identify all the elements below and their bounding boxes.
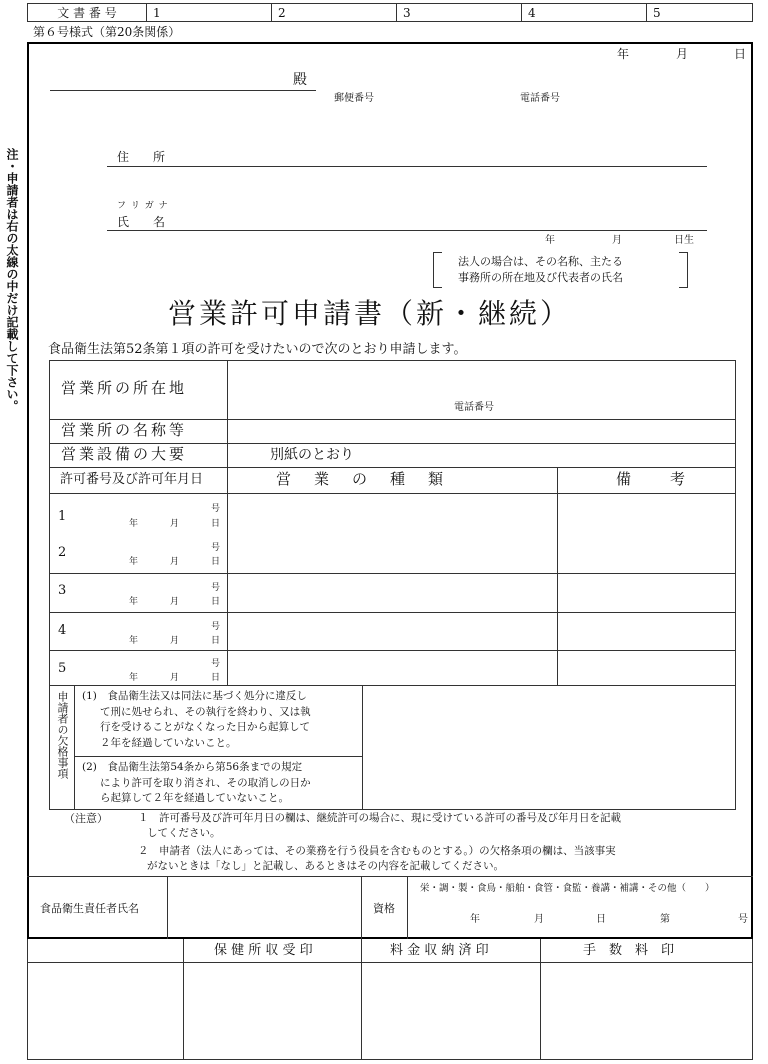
- table-rule: [362, 685, 363, 810]
- disq-line: により許可を取り消され、その取消しの日か: [100, 776, 311, 789]
- corp-note-2: 事務所の所在地及び代表者の氏名: [458, 271, 623, 284]
- qual-month: 月: [534, 914, 544, 925]
- docnum-label: 文 書 番 号: [28, 4, 147, 22]
- permit-row-3[interactable]: [49, 573, 229, 612]
- qual-gou: 号: [738, 914, 748, 925]
- notes-label: （注意）: [64, 812, 108, 825]
- facility-label: 営業設備の大要: [61, 445, 188, 463]
- row-year: 年: [129, 557, 139, 567]
- qual-dai: 第: [660, 914, 670, 925]
- kind-header: 営 業 の 種 類: [276, 470, 448, 488]
- row-month: 月: [170, 519, 180, 529]
- birth-day: 日生: [674, 235, 694, 246]
- row-gou: 号: [211, 583, 221, 593]
- furigana-label: フ リ ガ ナ: [117, 201, 169, 211]
- disq-line: 行を受けることがなくなった日から起算して: [100, 721, 310, 733]
- name-label: 氏 名: [117, 215, 166, 229]
- health-center-stamp-label: 保 健 所 収 受 印: [214, 943, 313, 958]
- row-month: 月: [170, 557, 180, 567]
- business-name-label: 営業所の名称等: [61, 421, 188, 439]
- name-line[interactable]: [107, 230, 707, 231]
- date-month: 月: [676, 47, 689, 61]
- qual-day: 日: [596, 914, 606, 925]
- disq-line: ２年を経過していないこと。: [100, 736, 237, 749]
- disq-line: ら起算して２年を経過していないこと。: [100, 792, 289, 804]
- location-phone-label: 電話番号: [454, 402, 494, 413]
- permit-row-5[interactable]: [49, 650, 229, 685]
- stamp-rule: [361, 939, 362, 1060]
- disq-item-1: [82, 689, 311, 751]
- row-month: 月: [170, 597, 180, 607]
- note-1a: １ 許可番号及び許可年月日の欄は、継続許可の場合に、現に受けている許可の番号及び年月日を記載: [138, 812, 621, 824]
- address-line[interactable]: [107, 166, 707, 167]
- qual-year: 年: [470, 914, 480, 925]
- stamp-rule: [183, 939, 184, 1060]
- fee-stamp-area[interactable]: [542, 964, 751, 1058]
- fee-stamp-label: 手 数 料 印: [583, 943, 675, 958]
- manager-label: 食品衛生責任者氏名: [40, 902, 139, 915]
- docnum-cell[interactable]: 3: [397, 4, 522, 22]
- fee-paid-stamp-label: 料 金 収 納 済 印: [390, 943, 489, 958]
- birth-month: 月: [612, 235, 622, 246]
- disq-line: (2) 食品衛生法第54条から第56条までの規定: [82, 761, 303, 773]
- row-gou: 号: [211, 504, 221, 514]
- table-rule: [49, 685, 736, 686]
- table-rule: [74, 756, 362, 757]
- row-year: 年: [129, 597, 139, 607]
- note-1b: してください。: [147, 827, 221, 839]
- docnum-cell[interactable]: 1: [147, 4, 272, 22]
- row-number: 1: [58, 509, 67, 524]
- permit-row-1-2[interactable]: [49, 493, 229, 573]
- postal-label: 郵便番号: [334, 93, 374, 104]
- row-day: 日: [211, 597, 221, 607]
- disq-item-2: [82, 760, 311, 807]
- phone-label: 電話番号: [520, 93, 560, 104]
- business-name-input[interactable]: [230, 421, 733, 441]
- disq-label: 申請者の欠格事項: [56, 691, 69, 779]
- row-day: 日: [211, 673, 221, 683]
- table-rule: [49, 443, 736, 444]
- row-year: 年: [129, 636, 139, 646]
- manager-rule: [167, 876, 168, 939]
- form-number: 第６号様式（第20条関係）: [33, 25, 181, 39]
- qualification-list[interactable]: 栄・調・製・食鳥・船舶・食管・食監・養講・補講・その他（ ）: [420, 883, 715, 894]
- row-number: 3: [58, 583, 67, 598]
- birth-year: 年: [545, 235, 555, 246]
- docnum-cell[interactable]: 5: [647, 4, 753, 22]
- stamp-rule: [27, 962, 753, 963]
- permit-header: 許可番号及び許可年月日: [60, 472, 204, 487]
- table-rule: [74, 685, 75, 810]
- row-month: 月: [170, 673, 180, 683]
- row-month: 月: [170, 636, 180, 646]
- docnum-cell[interactable]: 4: [522, 4, 647, 22]
- location-input[interactable]: [230, 362, 733, 417]
- docnum-table: [27, 3, 753, 22]
- page-title: 営業許可申請書（新・継続）: [168, 297, 572, 330]
- row-gou: 号: [211, 543, 221, 553]
- row-gou: 号: [211, 622, 221, 632]
- health-center-stamp-area[interactable]: [185, 964, 359, 1058]
- remarks-header: 備 考: [616, 470, 689, 488]
- row-number: 5: [58, 661, 67, 676]
- manager-rule: [407, 876, 408, 939]
- table-rule: [49, 467, 736, 468]
- row-year: 年: [129, 673, 139, 683]
- facility-value: 別紙のとおり: [270, 447, 354, 463]
- row-gou: 号: [211, 659, 221, 669]
- manager-rule: [27, 876, 753, 877]
- intro-text: 食品衛生法第52条第１項の許可を受けたいので次のとおり申請します。: [48, 342, 467, 357]
- date-day: 日: [734, 47, 747, 61]
- stamp-rule: [540, 939, 541, 1060]
- disq-input[interactable]: [364, 687, 734, 808]
- note-2b: がないときは「なし」と記載し、あるときはその内容を記載してください。: [147, 860, 504, 872]
- docnum-cell[interactable]: 2: [272, 4, 397, 22]
- row-day: 日: [211, 636, 221, 646]
- note-2a: ２ 申請者（法人にあっては、その業務を行う役員を含むものとする。）の欠格条項の欄は、当該事実: [138, 845, 616, 857]
- row-day: 日: [211, 557, 221, 567]
- bracket-right: [679, 252, 688, 288]
- side-note: 注・申請者は右の太線の中だけ記載して下さい。: [5, 148, 19, 412]
- qualification-label: 資格: [373, 902, 395, 915]
- date-year: 年: [617, 47, 630, 61]
- bracket-left: [433, 252, 442, 288]
- disq-line: て刑に処せられ、その執行を終わり、又は執: [100, 705, 311, 718]
- fee-paid-stamp-area[interactable]: [363, 964, 538, 1058]
- table-rule: [557, 467, 558, 685]
- location-label: 営業所の所在地: [61, 379, 188, 397]
- table-rule: [49, 419, 736, 420]
- manager-name-input[interactable]: [169, 878, 359, 937]
- row-year: 年: [129, 519, 139, 529]
- address-label: 住 所: [117, 150, 166, 164]
- disq-line: (1) 食品衛生法又は同法に基づく処分に違反し: [82, 690, 307, 702]
- addressee-line[interactable]: [50, 90, 316, 91]
- row-number: 2: [58, 545, 67, 560]
- addressee-suffix: 殿: [293, 72, 307, 88]
- row-day: 日: [211, 519, 221, 529]
- permit-row-4[interactable]: [49, 612, 229, 650]
- row-number: 4: [58, 623, 67, 638]
- manager-rule: [361, 876, 362, 939]
- corp-note-1: 法人の場合は、その名称、主たる: [458, 255, 623, 268]
